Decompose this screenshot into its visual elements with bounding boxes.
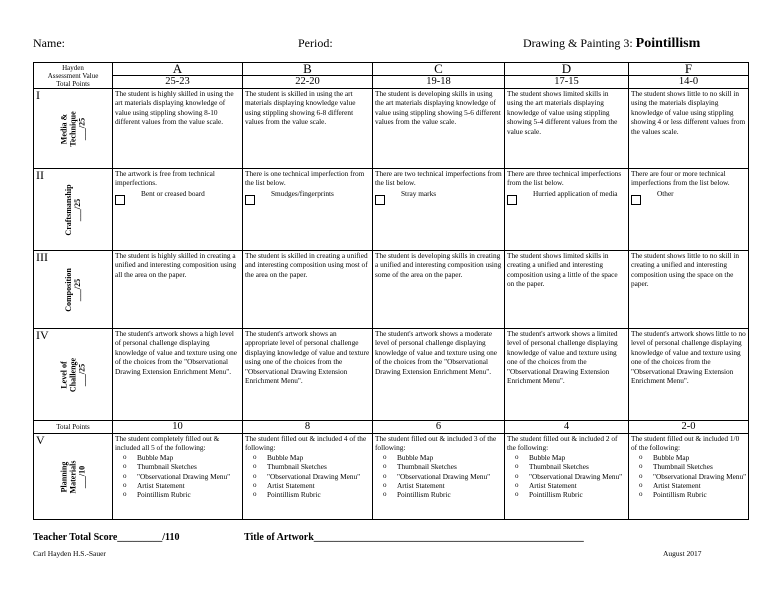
criterion-text: The student shows limited skills in creating a unified and interesting composition using a little of the space on the paper. [507, 251, 618, 289]
category-label: Planning Materials ___/10 [59, 460, 87, 493]
criterion-text: The student is highly skilled in using the art materials displaying knowledge of value using stippling showing 8-10 different values from the value scale. [115, 89, 234, 127]
category-label: Craftsmanship ___/25 [64, 183, 82, 236]
plan-grade-range: 10 [113, 421, 243, 434]
criterion-cell [505, 169, 629, 251]
planning-list [373, 453, 504, 500]
checkbox[interactable] [375, 195, 385, 205]
criterion-cell [373, 434, 505, 520]
total-points-label: Total Points [56, 79, 90, 88]
topic-label: Pointillism [635, 36, 701, 51]
criterion-text: There are three technical imperfections from the list below. [507, 169, 622, 188]
title-of-artwork: Title of Artwork______________________________________________________ [244, 532, 584, 543]
criterion-text: The student's artwork shows a high level of personal challenge displaying knowledge of value and texture using one of the choices from the "Observational Drawing Extension Enrichment Menu". [115, 329, 237, 376]
planning-item: o Pointillism Rubric [123, 490, 242, 499]
grade-range: 14-0 [629, 76, 749, 89]
planning-list [505, 453, 628, 500]
row-numeral: I [36, 88, 40, 102]
criterion-text: The student shows little to no skill in creating a unified and interesting composition using the space on the paper. [631, 251, 740, 289]
criterion-cell [505, 434, 629, 520]
checkbox-label: Other [657, 188, 674, 198]
criterion-text: The student's artwork shows a moderate level of personal challenge displaying knowledge of value and texture using one of the choices from the "Observational Drawing Extension Enrichment Menu". [375, 329, 497, 376]
planning-item: o "Observational Drawing Menu" [383, 472, 504, 481]
criterion-text: The student shows little to no skill in using the materials displaying knowledge of value using stippling showing 4 or less different values from the values scale. [631, 89, 746, 136]
planning-item: o Artist Statement [639, 481, 748, 490]
checkbox[interactable] [245, 195, 255, 205]
plan-grade-range: 6 [373, 421, 505, 434]
checkbox-label: Hurried application of media [533, 188, 618, 198]
criterion-cell [629, 89, 749, 169]
rubric-row [34, 169, 749, 251]
checkbox[interactable] [631, 195, 641, 205]
checkbox-label: Bent or creased board [141, 188, 205, 198]
row-numeral: III [36, 250, 48, 264]
criterion-cell [373, 169, 505, 251]
criterion-text: The artwork is free from technical imperfections. [115, 169, 215, 188]
criterion-cell [629, 434, 749, 520]
grade-range: 17-15 [505, 76, 629, 89]
checkbox-label: Smudges/fingerprints [271, 188, 334, 198]
checkbox-row [629, 188, 748, 205]
criterion-cell [243, 329, 373, 421]
assessment-value-header [34, 63, 113, 89]
rubric-row [34, 329, 749, 421]
criterion-cell [243, 89, 373, 169]
criterion-text: The student is skilled in using the art materials displaying knowledge value using stippling showing 6-8 different values from the value scale. [245, 89, 356, 127]
criterion-cell [629, 251, 749, 329]
category-label: Media & Technique ___/25 [59, 110, 87, 147]
criterion-cell [113, 434, 243, 520]
planning-item: o Bubble Map [515, 453, 628, 462]
criterion-text: The student filled out & included 2 of the following: [507, 434, 618, 453]
grade-range: 22-20 [243, 76, 373, 89]
checkbox-row [505, 188, 628, 205]
criterion-cell [113, 251, 243, 329]
row-numeral: II [36, 168, 44, 182]
checkbox[interactable] [507, 195, 517, 205]
row-numeral: V [36, 433, 45, 447]
criterion-cell [505, 251, 629, 329]
category-cell [34, 329, 113, 421]
criterion-text: The student is highly skilled in creating a unified and interesting composition using all the area on the paper. [115, 251, 237, 279]
checkbox-row [243, 188, 372, 205]
planning-item: o Artist Statement [123, 481, 242, 490]
checkbox-row [113, 188, 242, 205]
criterion-text: The student is developing skills in creating a unified and interesting composition using some of the area on the paper. [375, 251, 502, 279]
rubric-table [33, 62, 749, 520]
checkbox-row [373, 188, 504, 205]
category-cell [34, 89, 113, 169]
planning-item: o Artist Statement [253, 481, 372, 490]
criterion-text: There is one technical imperfection from the list below. [245, 169, 365, 188]
category-label: Level of Challenge ___/25 [59, 357, 87, 392]
planning-item: o Bubble Map [383, 453, 504, 462]
criterion-text: The student completely filled out & included all 5 of the following: [115, 434, 220, 453]
planning-item: o Thumbnail Sketches [123, 462, 242, 471]
planning-item: o Artist Statement [515, 481, 628, 490]
rubric-row [34, 251, 749, 329]
criterion-text: The student filled out & included 4 of the following: [245, 434, 367, 453]
planning-item: o Pointillism Rubric [515, 490, 628, 499]
criterion-cell [629, 329, 749, 421]
name-label: Name: [33, 36, 65, 50]
criterion-cell [113, 169, 243, 251]
planning-item: o Artist Statement [383, 481, 504, 490]
criterion-cell [113, 89, 243, 169]
criterion-text: The student's artwork shows an appropriate level of personal challenge displaying knowledge of value and texture using one of the choices from the "Observational Drawing Extension Enrichment Menu". [245, 329, 370, 386]
grade-letter: F [629, 63, 749, 76]
criterion-cell [243, 169, 373, 251]
criterion-text: The student's artwork shows little to no level of personal challenge displaying knowledge of value and texture using one of the choices from the "Observational Drawing Extension Enrichment Menu". [631, 329, 746, 386]
planning-item: o Bubble Map [123, 453, 242, 462]
rubric-row [34, 89, 749, 169]
grade-range: 19-18 [373, 76, 505, 89]
planning-item: o Thumbnail Sketches [639, 462, 748, 471]
planning-item: o Thumbnail Sketches [253, 462, 372, 471]
criterion-cell [505, 329, 629, 421]
criterion-cell [629, 169, 749, 251]
criterion-text: The student filled out & included 3 of the following: [375, 434, 497, 453]
author-label: Carl Hayden H.S.-Sauer [33, 549, 106, 558]
planning-item: o Pointillism Rubric [639, 490, 748, 499]
planning-item: o Pointillism Rubric [383, 490, 504, 499]
category-cell [34, 251, 113, 329]
checkbox[interactable] [115, 195, 125, 205]
plan-grade-range: 2-0 [629, 421, 749, 434]
period-label: Period: [298, 36, 333, 50]
grade-letter: C [373, 63, 505, 76]
planning-item: o Thumbnail Sketches [515, 462, 628, 471]
criterion-cell [373, 251, 505, 329]
grade-range: 25-23 [113, 76, 243, 89]
grade-letter: D [505, 63, 629, 76]
category-label: Composition ___/25 [64, 267, 82, 312]
course-label: Drawing & Painting 3: [523, 36, 633, 50]
category-cell [34, 169, 113, 251]
teacher-total-score: Teacher Total Score_________/110 [33, 532, 180, 543]
criterion-cell [373, 329, 505, 421]
plan-grade-range: 4 [505, 421, 629, 434]
criterion-text: The student is developing skills in using the art materials displaying knowledge of value using stippling showing 5-6 different values from the value scale. [375, 89, 501, 127]
course-title [523, 36, 700, 52]
planning-item: o "Observational Drawing Menu" [639, 472, 748, 481]
planning-item: o Bubble Map [639, 453, 748, 462]
planning-item: o Bubble Map [253, 453, 372, 462]
checkbox-label: Stray marks [401, 188, 437, 198]
planning-row [34, 434, 749, 520]
criterion-text: There are two technical imperfections from the list below. [375, 169, 502, 188]
grade-letter: B [243, 63, 373, 76]
grade-letter: A [113, 63, 243, 76]
criterion-cell [113, 329, 243, 421]
criterion-cell [243, 434, 373, 520]
criterion-text: There are four or more technical imperfections from the list below. [631, 169, 730, 188]
planning-item: o "Observational Drawing Menu" [253, 472, 372, 481]
planning-item: o Thumbnail Sketches [383, 462, 504, 471]
assessment-value-label: Hayden Assessment Value [47, 63, 99, 80]
criterion-cell [373, 89, 505, 169]
criterion-text: The student's artwork shows a limited level of personal challenge displaying knowledge of value and texture using one of the choices from the "Observational Drawing Extension Enrichment Menu". [507, 329, 618, 386]
plan-grade-range: 8 [243, 421, 373, 434]
plan-total-points-label: Total Points [34, 421, 113, 434]
criterion-text: The student is skilled in creating a unified and interesting composition using most of the area on the paper. [245, 251, 368, 279]
criterion-text: The student shows limited skills in using the art materials displaying knowledge of value using stippling showing 5-4 different values from the value scale. [507, 89, 618, 136]
planning-item: o Pointillism Rubric [253, 490, 372, 499]
date-label: August 2017 [663, 549, 702, 558]
criterion-cell [243, 251, 373, 329]
category-cell [34, 434, 113, 520]
criterion-text: The student filled out & included 1/0 of the following: [631, 434, 740, 453]
criterion-cell [505, 89, 629, 169]
planning-list [629, 453, 748, 500]
planning-item: o "Observational Drawing Menu" [515, 472, 628, 481]
planning-list [243, 453, 372, 500]
planning-list [113, 453, 242, 500]
row-numeral: IV [36, 328, 49, 342]
planning-item: o "Observational Drawing Menu" [123, 472, 242, 481]
